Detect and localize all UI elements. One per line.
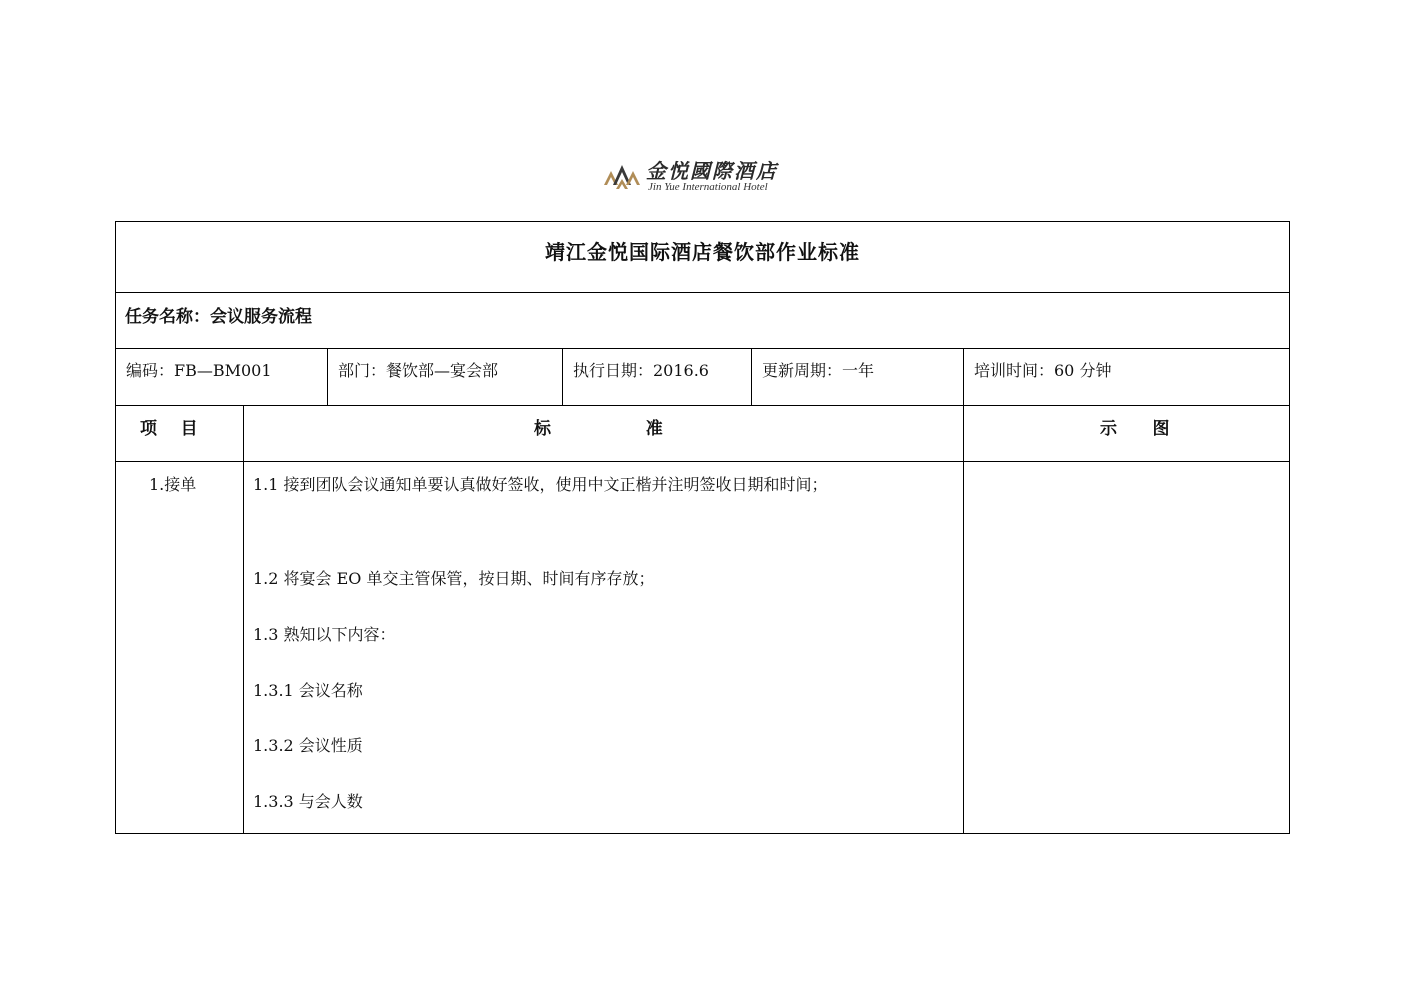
meta-training-time: 培训时间：60 分钟 [974,361,1112,380]
header-illustration: 示 图 [1100,419,1170,439]
table-row [116,462,1289,834]
meta-code: 编码：FB—BM001 [126,361,272,380]
standard-cell [244,462,964,834]
header-standard: 标 准 [534,419,663,439]
title-row [116,222,1289,293]
meta-department: 部门：餐饮部—宴会部 [338,361,499,380]
meta-department-cell [328,349,563,405]
document-title: 靖江金悦国际酒店餐饮部作业标准 [545,240,860,264]
standard-line: 1.3.1 会议名称 [253,681,363,700]
meta-exec-date-cell [563,349,752,405]
hotel-logo-mark-icon [602,155,642,191]
task-name: 任务名称：会议服务流程 [125,307,312,327]
header-row [116,406,1289,462]
task-row [116,293,1289,349]
meta-row [116,349,1289,406]
standard-line: 1.3.2 会议性质 [253,736,363,755]
illustration-cell [964,462,1289,834]
standard-line: 1.3.3 与会人数 [253,792,363,811]
standard-line: 1.3 熟知以下内容： [253,625,396,644]
meta-training-time-cell [964,349,1289,405]
standard-line: 1.2 将宴会 EO 单交主管保管，按日期、时间有序存放； [253,569,655,588]
meta-exec-date: 执行日期：2016.6 [573,361,709,380]
standard-table [115,221,1290,834]
header-standard-cell [244,406,964,461]
header-item: 项 目 [140,419,198,439]
hotel-logo [602,153,802,199]
header-item-cell [116,406,244,461]
meta-code-cell [116,349,328,405]
logo-name-en: Jin Yue International Hotel [648,181,768,193]
logo-name-cn: 金悦國際酒店 [646,159,778,183]
item-label: 1.接单 [149,475,197,494]
meta-update-cycle-cell [752,349,964,405]
item-cell [116,462,244,834]
standard-line: 1.1 接到团队会议通知单要认真做好签收，使用中文正楷并注明签收日期和时间； [253,475,828,494]
header-illustration-cell [964,406,1289,461]
meta-update-cycle: 更新周期：一年 [762,361,875,380]
